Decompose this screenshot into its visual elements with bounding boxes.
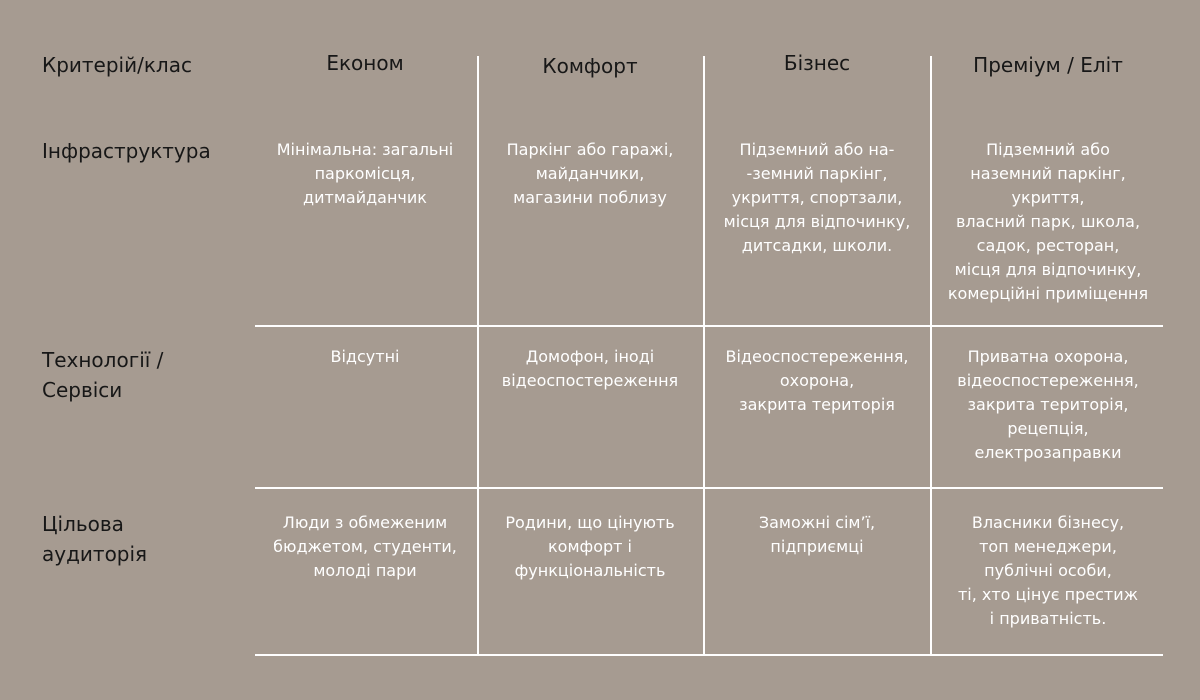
cell-audience-econom: Люди з обмеженим бюджетом, студенти, молоді пари xyxy=(273,513,457,580)
column-header-comfort: Комфорт xyxy=(542,54,638,78)
row-divider-1 xyxy=(255,325,1163,327)
cell-technologies-econom: Відсутні xyxy=(330,347,400,366)
column-header-business: Бізнес xyxy=(783,51,851,75)
corner-label: Критерій/клас xyxy=(42,53,192,77)
cell-technologies-business: Відеоспостереження, охорона, закрита територія xyxy=(725,347,909,414)
column-divider-2 xyxy=(703,56,705,656)
column-divider-3 xyxy=(930,56,932,656)
row-label-infrastructure: Інфраструктура xyxy=(42,139,211,163)
cell-infrastructure-premium: Підземний або наземний паркінг, укриття, власний парк, школа, садок, ресторан, місця для відпочинку, комерційні приміщення xyxy=(947,140,1149,303)
row-divider-2 xyxy=(255,487,1163,489)
cell-audience-business: Заможні сім’ї, підприємці xyxy=(758,513,876,556)
row-divider-3 xyxy=(255,654,1163,656)
column-header-premium: Преміум / Еліт xyxy=(973,53,1123,77)
cell-technologies-premium: Приватна охорона, відеоспостереження, закрита територія, рецепція, електрозаправки xyxy=(957,347,1139,462)
cell-infrastructure-comfort: Паркінг або гаражі, майданчики, магазини поблизу xyxy=(506,140,674,207)
cell-audience-comfort: Родини, що цінують комфорт і функціональність xyxy=(505,513,675,580)
cell-audience-premium: Власники бізнесу, топ менеджери, публічні особи, ті, хто цінує престиж і приватність. xyxy=(957,513,1139,628)
cell-infrastructure-econom: Мінімальна: загальні паркомісця, дитмайданчик xyxy=(276,140,454,207)
row-label-target-audience: Цільова аудиторія xyxy=(42,512,148,566)
cell-infrastructure-business: Підземний або на- -земний паркінг, укриття, спортзали, місця для відпочинку, дитсадки, школи. xyxy=(723,140,911,255)
column-divider-1 xyxy=(477,56,479,656)
cell-technologies-comfort: Домофон, іноді відеоспостереження xyxy=(501,347,679,390)
column-header-econom: Економ xyxy=(326,51,404,75)
row-label-technologies: Технології / Сервіси xyxy=(42,348,164,402)
